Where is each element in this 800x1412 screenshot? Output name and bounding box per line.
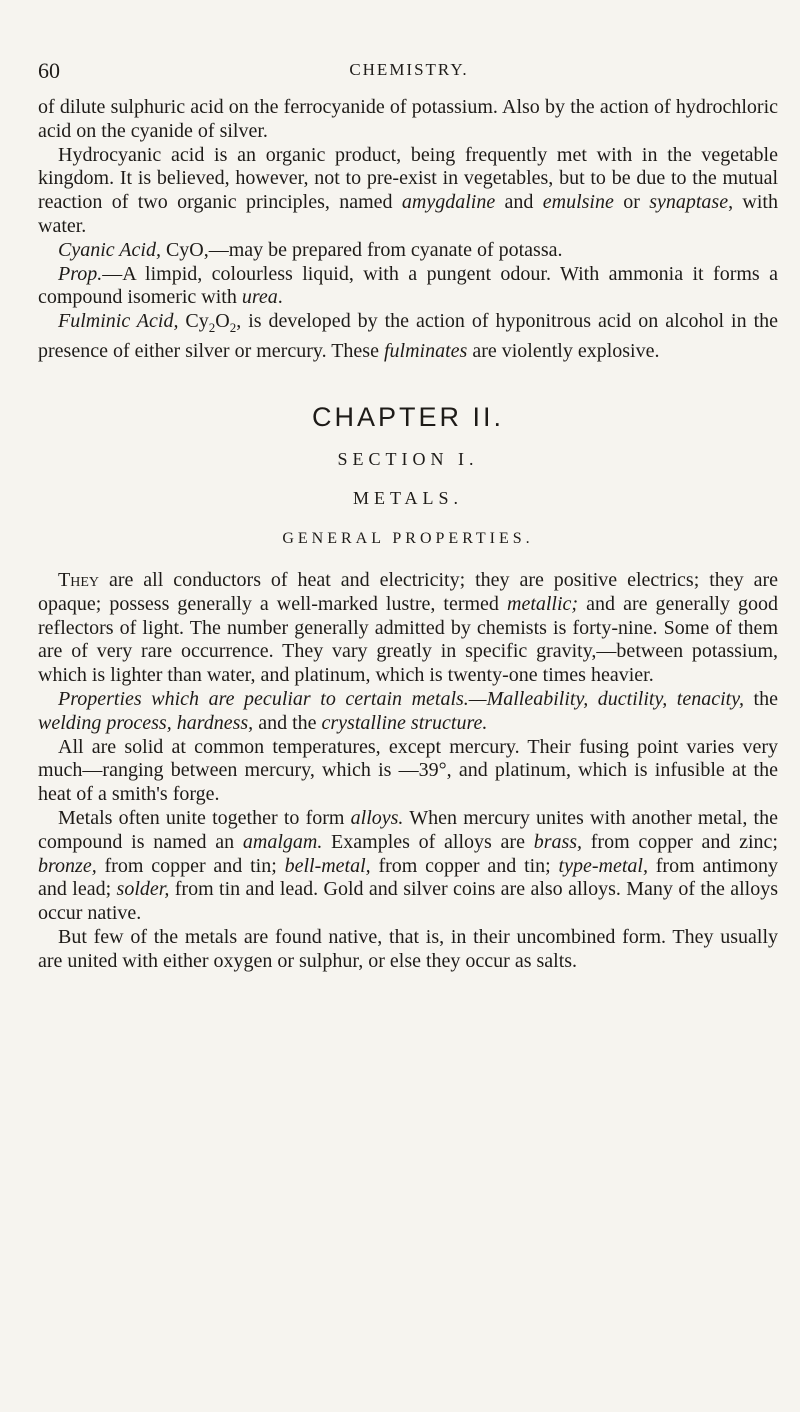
paragraph-properties: Properties which are peculiar to certain metals.—Malleability, ductility, tenacity, the welding process, hardness, and the crystalline structure.	[38, 687, 778, 734]
page-header	[38, 58, 780, 88]
prop-label: Prop.	[58, 262, 103, 285]
paragraph-fulminic: Fulminic Acid, $Cy_2O_2$, is developed by the action of hyponitrous acid on alcohol in the presence of either silver or mercury. These fulminates are violently explosive.	[38, 310, 779, 362]
cyanic-label: Cyanic Acid,	[58, 238, 161, 261]
paragraph-prop: Prop.—A limpid, colourless liquid, with a pungent odour. With ammonia it forms a compound isomeric with urea.	[38, 262, 778, 309]
general-properties-heading: GENERAL PROPERTIES.	[282, 530, 534, 548]
metals-heading: METALS.	[352, 488, 464, 509]
paragraph-hydrocyanic: Hydrocyanic acid is an organic product, being frequently met with in the vegetable kingdom. It is believed, however, not to pre-exist in vegetables, but to be due to the mutual reaction of two organic principles, named amygdaline and emulsine or synaptase, with water.	[38, 143, 778, 237]
paragraph-cyanic: Cyanic Acid, CyO,—may be prepared from cyanate of potassa.	[58, 238, 563, 261]
paragraph-native: But few of the metals are found native, that is, in their uncombined form. They usually are united with either oxygen or sulphur, or else they occur as salts.	[38, 925, 778, 972]
page-body	[38, 96, 778, 974]
paragraph-conductors: They are all conductors of heat and electricity; they are positive electrics; they are opaque; possess generally a well-marked lustre, termed metallic; and are generally good reflectors of light. The number generally admitted by chemists is forty-nine. Some of them are of very rare occurrence. They vary greatly in specific gravity,—between potassium, which is lighter than water, and platinum, which is twenty-one times heavier.	[38, 568, 778, 687]
chapter-heading: CHAPTER II.	[311, 401, 505, 432]
paragraph-solid: All are solid at common temperatures, except mercury. Their fusing point varies very much—ranging between mercury, which is —39°, and platinum, which is infusible at the heat of a smith's forge.	[38, 735, 778, 806]
page-number: 60	[38, 58, 60, 83]
paragraph-alloys: Metals often unite together to form alloys. When mercury unites with another metal, the compound is named an amalgam. Examples of alloys are brass, from copper and zinc; bronze, from copper and tin; bell-metal, from copper and tin; type-metal, from antimony and lead; solder, from tin and lead. Gold and silver coins are also alloys. Many of the alloys occur native.	[38, 806, 778, 925]
section-heading: SECTION I.	[337, 448, 479, 469]
running-title: CHEMISTRY.	[349, 60, 469, 79]
paragraph-dilute: of dilute sulphuric acid on the ferrocyanide of potassium. Also by the action of hydrochloric acid on the cyanide of silver.	[38, 96, 778, 142]
fulminic-label: Fulminic Acid,	[58, 310, 179, 333]
